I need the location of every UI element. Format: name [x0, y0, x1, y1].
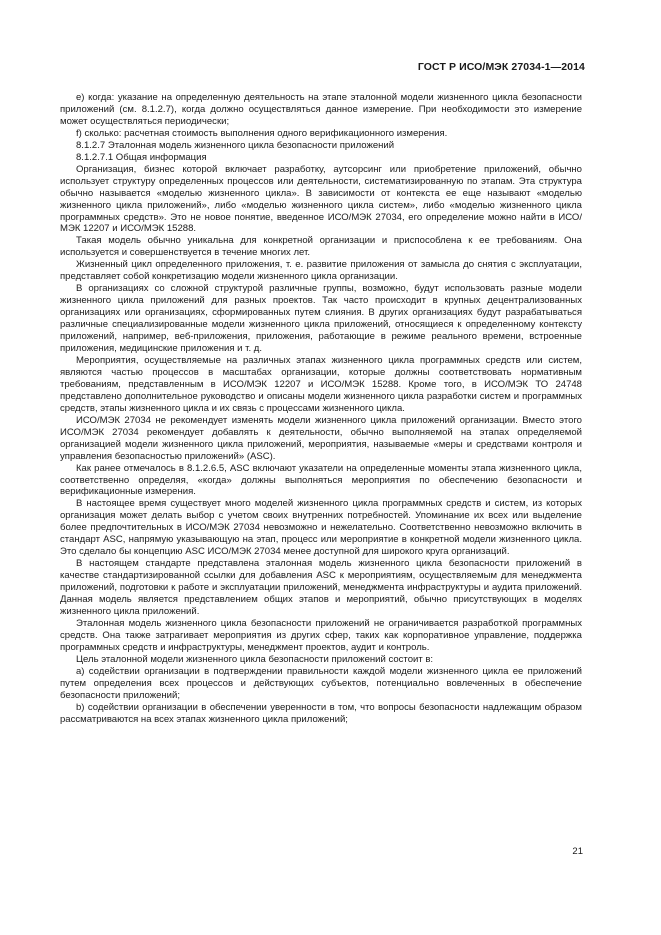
- subsection-heading: 8.1.2.7.1 Общая информация: [76, 151, 207, 163]
- body-paragraph: Жизненный цикл определенного приложения, т. е. развитие приложения от замысла до снятия с эксплуатации, представляет собой конкретизацию модели жизненного цикла организации.: [60, 259, 582, 283]
- body-paragraph: Как ранее отмечалось в 8.1.2.6.5, ASC включают указатели на определенные моменты этапа жизненного цикла, соответственно определяя, «когда» должны выполняться мероприятия по обеспечению безопасности и верификационные измерения.: [60, 462, 582, 498]
- standard-header: ГОСТ Р ИСО/МЭК 27034-1—2014: [417, 61, 585, 73]
- body-paragraph: Мероприятия, осуществляемые на различных этапах жизненного цикла программных средств или систем, являются частью процессов в масштабах организации, которые должны соответствовать нормативным требованиям, представленным в ИСО/МЭК 12207 и ИСО/МЭК 15288. Кроме того, в ИСО/МЭК ТО 24748 представлено дополнительное руководство и описаны модели жизненного цикла разработки систем и программных средств, этапы жизненного цикла и их связь с процессами жизненного цикла.: [60, 354, 582, 414]
- body-paragraph: ИСО/МЭК 27034 не рекомендует изменять модели жизненного цикла приложений организации. Вместо этого ИСО/МЭК 27034 рекомендует добавлять к деятельности, обычно выполняемой на этапах определяемой организацией модели жизненного цикла приложений, мероприятия, называемые «меры и средствами контроля и управления безопасностью приложений» (ASC).: [60, 414, 582, 462]
- page-number: 21: [572, 846, 583, 857]
- body-paragraph: Цель эталонной модели жизненного цикла безопасности приложений состоит в:: [76, 653, 434, 665]
- body-paragraph: Эталонная модель жизненного цикла безопасности приложений не ограничивается разработкой программных средств. Она также затрагивает мероприятия из других сфер, таких как корпоративное управление, поддержка программных средств и инфраструктуры, менеджмент проектов, аудит и контроль.: [60, 617, 582, 653]
- body-paragraph: В настоящее время существует много моделей жизненного цикла программных средств и систем, из которых организация может делать выбор с учетом своих внутренних потребностей. Упоминание их всех или выделение более предпочтительных в ИСО/МЭК 27034 невозможно и нежелательно. Соответственно невозможно включить в стандарт ASC, напрямую указывающую на этап, процесс или мероприятие в конкретной модели жизненного цикла. Это сделало бы концепцию ASC ИСО/МЭК 27034 менее доступной для широкого круга организаций.: [60, 498, 582, 558]
- paragraph-item-f: f) сколько: расчетная стоимость выполнения одного верификационного измерения.: [76, 127, 448, 139]
- body-paragraph: В настоящем стандарте представлена эталонная модель жизненного цикла безопасности приложений в качестве стандартизированной ссылки для добавления ASC к мероприятиям, осуществляемым для менеджмента приложений, подготовки к работе и эксплуатации приложений, менеджмента инфраструктуры и аудита приложений. Данная модель является представлением общих этапов и мероприятий, обычно присутствующих в моделях жизненного цикла приложений.: [60, 558, 582, 617]
- body-paragraph: Организация, бизнес которой включает разработку, аутсорсинг или приобретение приложений, обычно использует структуру определенных процессов или деятельности, систематизированную по этапам. Эта структура обычно называется «моделью жизненного цикла». В зависимости от контекста ее еще называют «моделью жизненного цикла приложений», либо «моделью жизненного цикла систем», либо «моделью жизненного цикла программных средств». Это не новое понятие, введенное ИСО/МЭК 27034, его определение можно найти в ИСО/МЭК 12207 и ИСО/МЭК 15288.: [60, 163, 582, 235]
- list-item-b: b) содействии организации в обеспечении уверенности в том, что вопросы безопасности надлежащим образом рассматриваются на всех этапах жизненного цикла приложений;: [60, 701, 582, 725]
- document-body: [60, 92, 582, 726]
- section-heading: 8.1.2.7 Эталонная модель жизненного цикла безопасности приложений: [76, 139, 395, 151]
- list-item-a: а) содействии организации в подтверждении правильности каждой модели жизненного цикла ее приложений путем определения всех процессов и действующих субъектов, потенциально вовлеченных в обеспечение безопасности приложений;: [60, 665, 582, 701]
- body-paragraph: Такая модель обычно уникальна для конкретной организации и приспособлена к ее требованиям. Она используется и совершенствуется в течение многих лет.: [60, 235, 582, 259]
- paragraph-item-e: е) когда: указание на определенную деятельность на этапе эталонной модели жизненного цикла безопасности приложений (см. 8.1.2.7), когда должно осуществляться данное измерение. При необходимости это измерение может осуществляться периодически;: [60, 92, 582, 127]
- body-paragraph: В организациях со сложной структурой различные группы, возможно, будут использовать разные модели жизненного цикла приложений для разных проектов. Так часто происходит в крупных децентрализованных организациях или организациях, сформированных путем слияния. В других организациях будут разрабатываться различные специализированные модели жизненного цикла приложений, относящиеся к определенному контексту приложений, например, веб-приложения, приложения, работающие в режиме реального времени, встроенные приложения, медицинские приложения и т. д.: [60, 283, 582, 355]
